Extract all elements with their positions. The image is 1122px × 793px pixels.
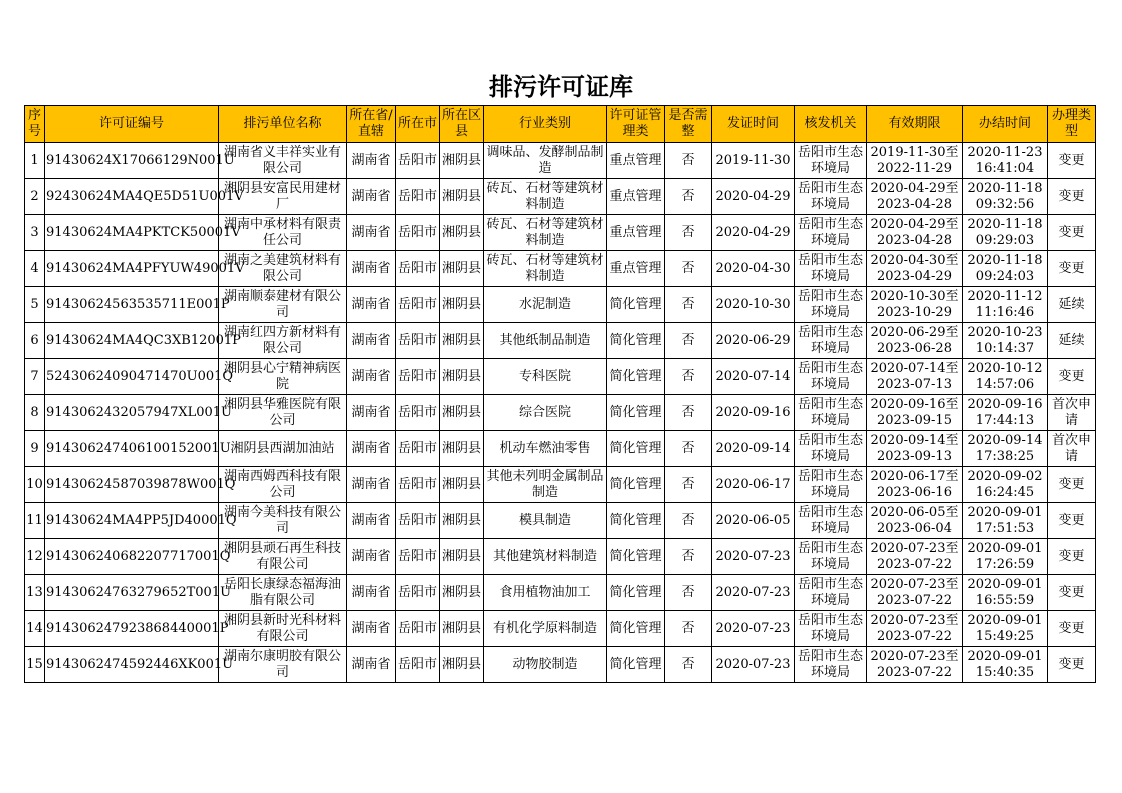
cell-license: 91430624MA4QC3XB12001P: [45, 323, 219, 359]
cell-city: 岳阳市: [396, 539, 440, 575]
cell-rectify: 否: [665, 575, 712, 611]
col-header-issue-date: 发证时间: [712, 106, 795, 143]
cell-name: 湘阴县西湖加油站: [219, 431, 347, 467]
cell-issue-date: 2020-06-17: [712, 467, 795, 503]
cell-issue-date: 2020-06-05: [712, 503, 795, 539]
col-header-county: 所在区县: [440, 106, 484, 143]
cell-industry: 砖瓦、石材等建筑材料制造: [484, 215, 607, 251]
cell-issue-date: 2020-07-23: [712, 539, 795, 575]
cell-industry: 调味品、发酵制品制造: [484, 143, 607, 179]
cell-done: 2020-09-16 17:44:13: [963, 395, 1048, 431]
cell-rectify: 否: [665, 143, 712, 179]
cell-authority: 岳阳市生态环境局: [795, 251, 867, 287]
cell-province: 湖南省: [347, 215, 396, 251]
cell-type: 变更: [1048, 359, 1096, 395]
col-header-industry: 行业类别: [484, 106, 607, 143]
cell-license: 9143062432057947XL001U: [45, 395, 219, 431]
col-header-license: 许可证编号: [45, 106, 219, 143]
cell-city: 岳阳市: [396, 359, 440, 395]
table-row: [25, 287, 1096, 323]
cell-validity: 2020-10-30至2023-10-29: [867, 287, 963, 323]
cell-license: 91430624MA4PFYUW49001V: [45, 251, 219, 287]
cell-city: 岳阳市: [396, 287, 440, 323]
cell-no: 10: [25, 467, 45, 503]
cell-authority: 岳阳市生态环境局: [795, 143, 867, 179]
cell-mgmt: 简化管理: [607, 539, 665, 575]
table-row: [25, 251, 1096, 287]
cell-issue-date: 2020-07-14: [712, 359, 795, 395]
cell-license: 91430624587039878W001Q: [45, 467, 219, 503]
cell-industry: 模具制造: [484, 503, 607, 539]
cell-county: 湘阴县: [440, 251, 484, 287]
cell-province: 湖南省: [347, 575, 396, 611]
cell-authority: 岳阳市生态环境局: [795, 395, 867, 431]
cell-validity: 2020-04-29至2023-04-28: [867, 215, 963, 251]
cell-authority: 岳阳市生态环境局: [795, 539, 867, 575]
table-row: [25, 215, 1096, 251]
cell-validity: 2020-07-23至2023-07-22: [867, 647, 963, 683]
cell-mgmt: 简化管理: [607, 395, 665, 431]
cell-authority: 岳阳市生态环境局: [795, 323, 867, 359]
table-row: [25, 143, 1096, 179]
table-row: [25, 503, 1096, 539]
cell-no: 15: [25, 647, 45, 683]
cell-license: 914306247923868440001P: [45, 611, 219, 647]
cell-license: 914306247406100152001U: [45, 431, 219, 467]
cell-industry: 其他纸制品制造: [484, 323, 607, 359]
cell-city: 岳阳市: [396, 611, 440, 647]
cell-name: 湘阴县心宁精神病医院: [219, 359, 347, 395]
table-row: [25, 179, 1096, 215]
cell-type: 延续: [1048, 287, 1096, 323]
cell-authority: 岳阳市生态环境局: [795, 611, 867, 647]
cell-done: 2020-11-23 16:41:04: [963, 143, 1048, 179]
cell-issue-date: 2020-07-23: [712, 611, 795, 647]
cell-rectify: 否: [665, 503, 712, 539]
cell-province: 湖南省: [347, 431, 396, 467]
cell-industry: 其他建筑材料制造: [484, 539, 607, 575]
cell-rectify: 否: [665, 611, 712, 647]
cell-done: 2020-11-18 09:29:03: [963, 215, 1048, 251]
cell-county: 湘阴县: [440, 323, 484, 359]
cell-validity: 2020-07-23至2023-07-22: [867, 611, 963, 647]
cell-type: 变更: [1048, 143, 1096, 179]
cell-done: 2020-09-14 17:38:25: [963, 431, 1048, 467]
cell-mgmt: 简化管理: [607, 323, 665, 359]
cell-rectify: 否: [665, 647, 712, 683]
cell-county: 湘阴县: [440, 215, 484, 251]
cell-no: 12: [25, 539, 45, 575]
col-header-rectify: 是否需整: [665, 106, 712, 143]
cell-license: 92430624MA4QE5D51U001V: [45, 179, 219, 215]
cell-province: 湖南省: [347, 251, 396, 287]
cell-type: 变更: [1048, 647, 1096, 683]
cell-county: 湘阴县: [440, 503, 484, 539]
cell-name: 湖南红四方新材料有限公司: [219, 323, 347, 359]
cell-authority: 岳阳市生态环境局: [795, 431, 867, 467]
col-header-validity: 有效期限: [867, 106, 963, 143]
col-header-type: 办理类型: [1048, 106, 1096, 143]
cell-name: 湖南尔康明胶有限公司: [219, 647, 347, 683]
cell-name: 湖南顺泰建材有限公司: [219, 287, 347, 323]
cell-county: 湘阴县: [440, 647, 484, 683]
cell-validity: 2020-09-16至2023-09-15: [867, 395, 963, 431]
cell-name: 湖南之美建筑材料有限公司: [219, 251, 347, 287]
cell-done: 2020-11-18 09:24:03: [963, 251, 1048, 287]
cell-city: 岳阳市: [396, 503, 440, 539]
cell-rectify: 否: [665, 467, 712, 503]
col-header-mgmt: 许可证管理类: [607, 106, 665, 143]
page-title: 排污许可证库: [489, 73, 633, 101]
cell-city: 岳阳市: [396, 395, 440, 431]
cell-authority: 岳阳市生态环境局: [795, 503, 867, 539]
cell-type: 变更: [1048, 467, 1096, 503]
cell-done: 2020-10-23 10:14:37: [963, 323, 1048, 359]
cell-rectify: 否: [665, 215, 712, 251]
col-header-province: 所在省/直辖: [347, 106, 396, 143]
cell-done: 2020-09-01 17:51:53: [963, 503, 1048, 539]
cell-validity: 2019-11-30至2022-11-29: [867, 143, 963, 179]
cell-industry: 砖瓦、石材等建筑材料制造: [484, 179, 607, 215]
cell-industry: 砖瓦、石材等建筑材料制造: [484, 251, 607, 287]
cell-city: 岳阳市: [396, 575, 440, 611]
cell-county: 湘阴县: [440, 395, 484, 431]
cell-no: 5: [25, 287, 45, 323]
cell-province: 湖南省: [347, 143, 396, 179]
cell-license: 91430624563535711E001P: [45, 287, 219, 323]
cell-no: 7: [25, 359, 45, 395]
cell-done: 2020-11-18 09:32:56: [963, 179, 1048, 215]
cell-industry: 有机化学原料制造: [484, 611, 607, 647]
cell-license: 91430624763279652T001U: [45, 575, 219, 611]
col-header-done: 办结时间: [963, 106, 1048, 143]
cell-validity: 2020-07-14至2023-07-13: [867, 359, 963, 395]
cell-county: 湘阴县: [440, 287, 484, 323]
cell-province: 湖南省: [347, 467, 396, 503]
col-header-name: 排污单位名称: [219, 106, 347, 143]
table-row: [25, 323, 1096, 359]
cell-city: 岳阳市: [396, 431, 440, 467]
cell-done: 2020-09-01 17:26:59: [963, 539, 1048, 575]
col-header-no: 序号: [25, 106, 45, 143]
table-row: [25, 395, 1096, 431]
cell-authority: 岳阳市生态环境局: [795, 179, 867, 215]
cell-rectify: 否: [665, 395, 712, 431]
col-header-authority: 核发机关: [795, 106, 867, 143]
cell-county: 湘阴县: [440, 359, 484, 395]
cell-no: 4: [25, 251, 45, 287]
cell-authority: 岳阳市生态环境局: [795, 215, 867, 251]
cell-type: 变更: [1048, 179, 1096, 215]
cell-industry: 食用植物油加工: [484, 575, 607, 611]
cell-county: 湘阴县: [440, 467, 484, 503]
cell-issue-date: 2019-11-30: [712, 143, 795, 179]
cell-validity: 2020-07-23至2023-07-22: [867, 539, 963, 575]
cell-license: 91430624MA4PKTCK50001V: [45, 215, 219, 251]
cell-authority: 岳阳市生态环境局: [795, 359, 867, 395]
cell-validity: 2020-06-05至2023-06-04: [867, 503, 963, 539]
cell-license: 91430624MA4PP5JD40001Q: [45, 503, 219, 539]
cell-mgmt: 重点管理: [607, 215, 665, 251]
permit-table: [24, 105, 1096, 683]
cell-mgmt: 简化管理: [607, 287, 665, 323]
table-row: [25, 611, 1096, 647]
cell-type: 变更: [1048, 611, 1096, 647]
cell-name: 湖南今美科技有限公司: [219, 503, 347, 539]
cell-county: 湘阴县: [440, 611, 484, 647]
cell-industry: 综合医院: [484, 395, 607, 431]
cell-type: 首次申请: [1048, 395, 1096, 431]
cell-province: 湖南省: [347, 611, 396, 647]
cell-mgmt: 简化管理: [607, 467, 665, 503]
cell-type: 变更: [1048, 575, 1096, 611]
cell-name: 湖南省义丰祥实业有限公司: [219, 143, 347, 179]
cell-type: 变更: [1048, 539, 1096, 575]
cell-county: 湘阴县: [440, 179, 484, 215]
cell-type: 延续: [1048, 323, 1096, 359]
table-row: [25, 647, 1096, 683]
cell-authority: 岳阳市生态环境局: [795, 287, 867, 323]
cell-name: 湘阴县顽石再生科技有限公司: [219, 539, 347, 575]
cell-no: 11: [25, 503, 45, 539]
cell-province: 湖南省: [347, 503, 396, 539]
cell-no: 1: [25, 143, 45, 179]
cell-province: 湖南省: [347, 179, 396, 215]
cell-done: 2020-11-12 11:16:46: [963, 287, 1048, 323]
cell-rectify: 否: [665, 431, 712, 467]
cell-county: 湘阴县: [440, 539, 484, 575]
cell-type: 变更: [1048, 215, 1096, 251]
cell-province: 湖南省: [347, 647, 396, 683]
cell-done: 2020-09-01 15:49:25: [963, 611, 1048, 647]
cell-rectify: 否: [665, 287, 712, 323]
cell-name: 湖南中承材料有限责任公司: [219, 215, 347, 251]
cell-validity: 2020-04-30至2023-04-29: [867, 251, 963, 287]
cell-city: 岳阳市: [396, 251, 440, 287]
cell-rectify: 否: [665, 539, 712, 575]
cell-city: 岳阳市: [396, 179, 440, 215]
cell-province: 湖南省: [347, 287, 396, 323]
cell-authority: 岳阳市生态环境局: [795, 467, 867, 503]
cell-issue-date: 2020-04-29: [712, 215, 795, 251]
cell-issue-date: 2020-09-16: [712, 395, 795, 431]
cell-industry: 水泥制造: [484, 287, 607, 323]
cell-license: 9143062474592446XK001U: [45, 647, 219, 683]
col-header-city: 所在市: [396, 106, 440, 143]
table-row: [25, 359, 1096, 395]
cell-license: 91430624X17066129N001U: [45, 143, 219, 179]
cell-no: 13: [25, 575, 45, 611]
cell-mgmt: 简化管理: [607, 611, 665, 647]
cell-industry: 动物胶制造: [484, 647, 607, 683]
cell-county: 湘阴县: [440, 431, 484, 467]
cell-issue-date: 2020-06-29: [712, 323, 795, 359]
cell-authority: 岳阳市生态环境局: [795, 647, 867, 683]
cell-county: 湘阴县: [440, 143, 484, 179]
cell-mgmt: 重点管理: [607, 143, 665, 179]
cell-mgmt: 简化管理: [607, 431, 665, 467]
cell-mgmt: 简化管理: [607, 503, 665, 539]
cell-license: 52430624090471470U001Q: [45, 359, 219, 395]
cell-rectify: 否: [665, 251, 712, 287]
cell-rectify: 否: [665, 359, 712, 395]
cell-type: 变更: [1048, 503, 1096, 539]
cell-name: 湘阴县华雅医院有限公司: [219, 395, 347, 431]
cell-issue-date: 2020-07-23: [712, 575, 795, 611]
cell-name: 湘阴县安富民用建材厂: [219, 179, 347, 215]
cell-industry: 其他未列明金属制品制造: [484, 467, 607, 503]
cell-rectify: 否: [665, 179, 712, 215]
cell-no: 6: [25, 323, 45, 359]
cell-type: 变更: [1048, 251, 1096, 287]
cell-no: 3: [25, 215, 45, 251]
cell-county: 湘阴县: [440, 575, 484, 611]
cell-industry: 机动车燃油零售: [484, 431, 607, 467]
cell-done: 2020-09-01 16:55:59: [963, 575, 1048, 611]
cell-validity: 2020-04-29至2023-04-28: [867, 179, 963, 215]
cell-name: 岳阳长康绿态福海油脂有限公司: [219, 575, 347, 611]
cell-city: 岳阳市: [396, 467, 440, 503]
cell-province: 湖南省: [347, 359, 396, 395]
cell-mgmt: 简化管理: [607, 359, 665, 395]
cell-done: 2020-09-02 16:24:45: [963, 467, 1048, 503]
table-row: [25, 431, 1096, 467]
table-row: [25, 539, 1096, 575]
cell-name: 湘阴县新时光科材料有限公司: [219, 611, 347, 647]
cell-issue-date: 2020-04-30: [712, 251, 795, 287]
cell-city: 岳阳市: [396, 143, 440, 179]
cell-authority: 岳阳市生态环境局: [795, 575, 867, 611]
table-row: [25, 575, 1096, 611]
cell-license: 914306240682207717001Q: [45, 539, 219, 575]
cell-city: 岳阳市: [396, 647, 440, 683]
cell-no: 14: [25, 611, 45, 647]
cell-no: 9: [25, 431, 45, 467]
cell-city: 岳阳市: [396, 323, 440, 359]
cell-validity: 2020-06-17至2023-06-16: [867, 467, 963, 503]
cell-issue-date: 2020-10-30: [712, 287, 795, 323]
table-row: [25, 467, 1096, 503]
cell-province: 湖南省: [347, 323, 396, 359]
cell-done: 2020-09-01 15:40:35: [963, 647, 1048, 683]
cell-city: 岳阳市: [396, 215, 440, 251]
cell-validity: 2020-06-29至2023-06-28: [867, 323, 963, 359]
cell-mgmt: 简化管理: [607, 647, 665, 683]
cell-industry: 专科医院: [484, 359, 607, 395]
cell-mgmt: 简化管理: [607, 575, 665, 611]
cell-no: 2: [25, 179, 45, 215]
cell-rectify: 否: [665, 323, 712, 359]
cell-no: 8: [25, 395, 45, 431]
cell-validity: 2020-07-23至2023-07-22: [867, 575, 963, 611]
cell-province: 湖南省: [347, 539, 396, 575]
cell-name: 湖南西姆西科技有限公司: [219, 467, 347, 503]
cell-mgmt: 重点管理: [607, 251, 665, 287]
cell-done: 2020-10-12 14:57:06: [963, 359, 1048, 395]
cell-mgmt: 重点管理: [607, 179, 665, 215]
cell-validity: 2020-09-14至2023-09-13: [867, 431, 963, 467]
cell-type: 首次申请: [1048, 431, 1096, 467]
header-row: [25, 106, 1096, 143]
cell-issue-date: 2020-04-29: [712, 179, 795, 215]
cell-issue-date: 2020-09-14: [712, 431, 795, 467]
cell-issue-date: 2020-07-23: [712, 647, 795, 683]
cell-province: 湖南省: [347, 395, 396, 431]
